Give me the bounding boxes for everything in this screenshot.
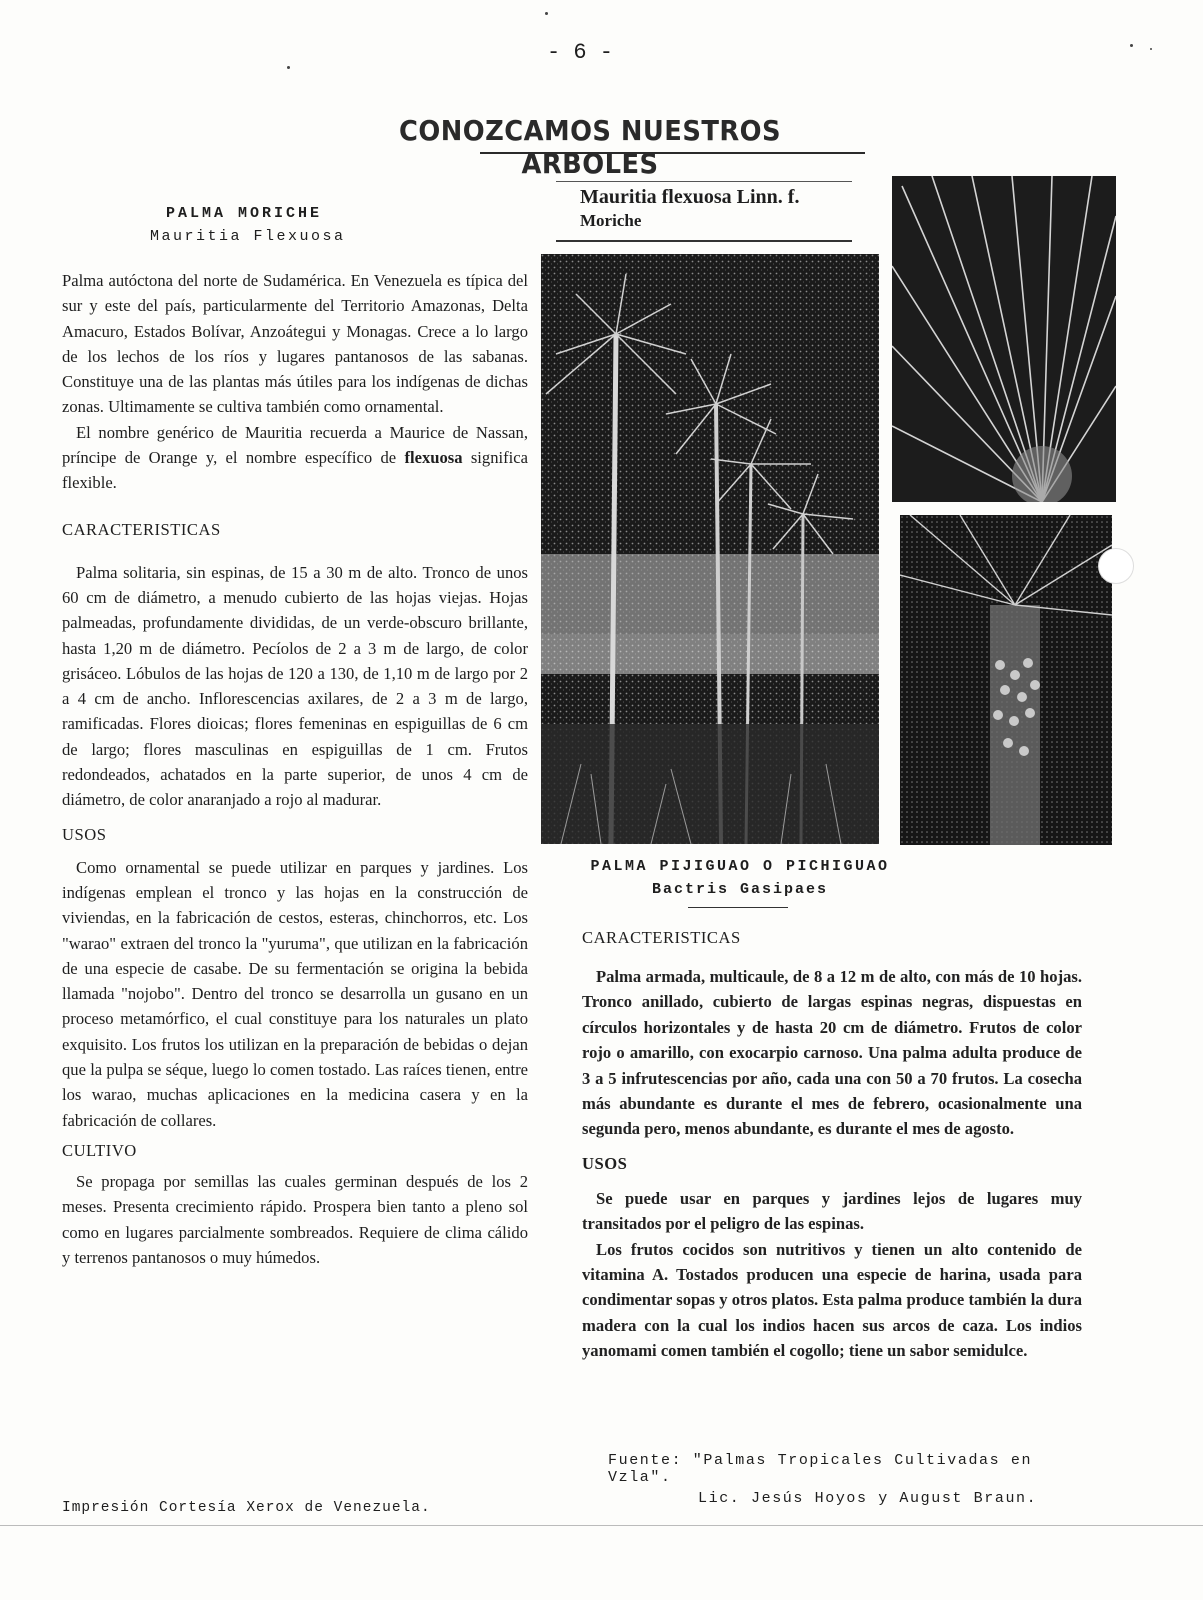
- moriche-heading: [150, 205, 380, 245]
- footer-note: Impresión Cortesía Xerox de Venezuela.: [62, 1500, 431, 1516]
- etymology-text-a: El nombre genérico de Mauritia recuerda a Maurice de Nassan, príncipe de Orange y, el nombre específico de: [62, 422, 528, 468]
- moriche-etymology: [62, 420, 528, 496]
- pijiguao-caracteristicas: Palma armada, multicaule, de 8 a 12 m de alto, con más de 10 hojas. Tronco anillado, cubierto de largas espinas negras, dispuestas en círculos horizontales y de hasta 20 cm de diámetro. Frutos de color rojo o amarillo, con exocarpio carnoso. Una palma adulta produce de 3 a 5 infrutescencias por año, cada una con 50 a 70 frutos. La cosecha más abundante es durante el mes de febrero, ocasionalmente una segunda pero, menos abundante, es durante el mes de agosto.: [582, 967, 1082, 1139]
- moriche-caracteristicas-heading: CARACTERISTICAS: [62, 519, 221, 539]
- scan-speck: [545, 12, 548, 15]
- source-line-2: Lic. Jesús Hoyos y August Braun.: [698, 1490, 1038, 1507]
- source-line-1: Fuente: "Palmas Tropicales Cultivadas en Vzla".: [608, 1452, 1033, 1486]
- species-rule-bottom: [556, 240, 852, 242]
- moriche-palms-photo: [541, 254, 879, 844]
- moriche-latin-name: Mauritia Flexuosa: [150, 228, 346, 245]
- scan-speck: [1150, 48, 1152, 50]
- source-citation: [608, 1452, 1068, 1507]
- pijiguao-usos-heading: USOS: [582, 1153, 628, 1173]
- species-label: [580, 186, 850, 231]
- species-rule-top: [556, 181, 852, 182]
- pijiguao-usos-1: Se puede usar en parques y jardines lejos de lugares muy transitados por el peligro de las espinas.: [582, 1188, 1082, 1234]
- moriche-cultivo-heading: CULTIVO: [62, 1140, 137, 1160]
- etymology-text-b: significa flexible.: [62, 448, 528, 493]
- pijiguao-fruit-photo: [900, 515, 1112, 845]
- moriche-caracteristicas: Palma solitaria, sin espinas, de 15 a 30 m de alto. Tronco de unos 60 cm de diámetro, a menudo cubierto de las hojas viejas. Hojas palmeadas, profundamente divididas, de un verde-obscuro brillante, hasta 1,20 m de diámetro. Pecíolos de 2 a 3 m de largo, de color grisáceo. Lóbulos de las hojas de 120 a 130, de 1,10 m de largo por 2 a 4 cm de ancho. Inflorescencias axilares, de 2 a 3 m de largo, ramificadas. Flores dioicas; flores femeninas en espiguillas de 6 cm de largo; flores masculinas en espiguillas de 1 cm. Frutos redondeados, achatados en la parte superior, de unos 4 cm de diámetro, de color anaranjado a rojo al madurar.: [62, 562, 528, 810]
- scan-speck: [287, 66, 290, 69]
- species-scientific-name: Mauritia flexuosa Linn. f.: [580, 186, 800, 208]
- page-title: CONOZCAMOS NUESTROS ARBOLES: [398, 114, 782, 180]
- palm-fronds-photo: [892, 176, 1116, 502]
- pijiguao-article: [582, 928, 1082, 1364]
- footer-rule: [0, 1525, 1203, 1526]
- moriche-usos: Como ornamental se puede utilizar en parques y jardines. Los indígenas emplean el tronco y las hojas en la construcción de viviendas, en la fabricación de cestos, esteras, chinchorros, etc. Los "warao" extraen del tronco la "yuruma", que utilizan en la fabricación de una especie de casabe. De su fermentación se origina la bebida llamada "nojobo". Dentro del tronco se desarrolla un gusano en un proceso metamórfico, el cual constituye para los naturales un plato exquisito. Los frutos los utilizan en la preparación de bebidas o dejan que la pulpa se séque, luego lo comen tostado. Las raíces tienen, entre los warao, muchas aplicaciones en la medicina casera y en la fabricación de collares.: [62, 857, 528, 1130]
- moriche-common-name: PALMA MORICHE: [166, 205, 323, 222]
- caption-underline: [688, 907, 788, 908]
- pijiguao-heading: [560, 858, 920, 898]
- moriche-cultivo: Se propaga por semillas las cuales germinan después de los 2 meses. Presenta crecimiento rápido. Prospera bien tanto a pleno sol como en lugares parcialmente sombreados. Requiere de clima cálido y terrenos pantanosos o muy húmedos.: [62, 1171, 528, 1267]
- scan-speck: [1130, 44, 1133, 47]
- moriche-usos-heading: USOS: [62, 824, 107, 844]
- pijiguao-common-name: PALMA PIJIGUAO O PICHIGUAO: [590, 858, 890, 875]
- title-underline: [480, 152, 865, 154]
- moriche-intro: Palma autóctona del norte de Sudamérica. En Venezuela es típica del sur y este del país, particularmente del Territorio Amazonas, Delta Amacuro, Estados Bolívar, Anzoátegui y Monagas. Crece a lo largo de los lechos de los ríos y lugares pantanosos de las sabanas. Constituye una de las plantas más útiles para los indígenas de dichas zonas. Ultimamente se cultiva también como ornamental.: [62, 271, 528, 417]
- pijiguao-latin-name: Bactris Gasipaes: [651, 881, 829, 898]
- species-common-name: Moriche: [580, 211, 642, 230]
- page-number: - 6 -: [546, 40, 613, 65]
- etymology-bold-word: flexuosa: [404, 448, 463, 468]
- punch-hole-mark: [1098, 548, 1134, 584]
- pijiguao-caracteristicas-heading: CARACTERISTICAS: [582, 928, 741, 947]
- moriche-article: [62, 268, 528, 1270]
- pijiguao-usos-2: Los frutos cocidos son nutritivos y tienen un alto contenido de vitamina A. Tostados producen una especie de harina, usada para condimentar sopas y otros platos. Esta palma produce también la dura madera con la cual los indios hacen sus arcos de caza. Los indios yanomami comen también el cogollo; tiene un sabor semidulce.: [582, 1239, 1082, 1361]
